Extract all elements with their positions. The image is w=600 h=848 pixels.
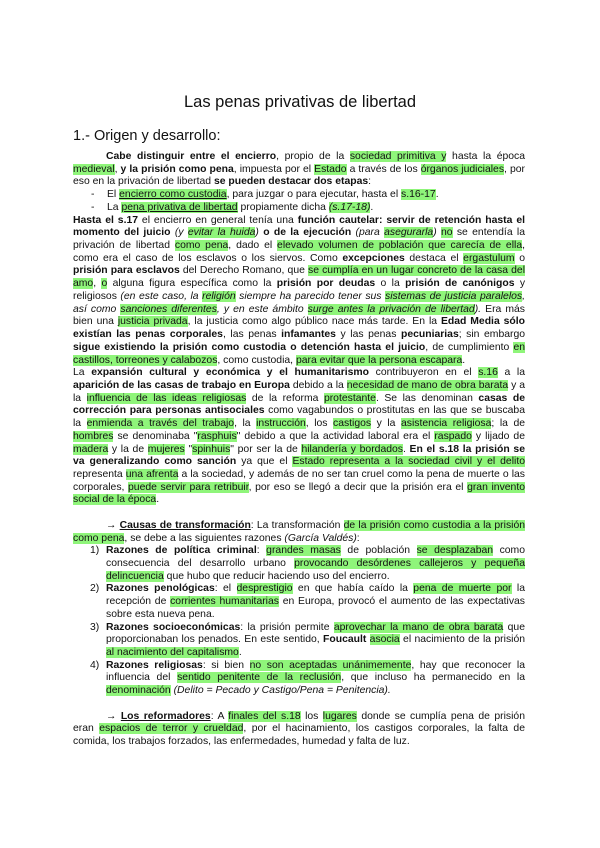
- text-run: y la: [371, 418, 401, 430]
- highlight: se desplazaban: [416, 545, 494, 557]
- highlight: mujeres: [147, 443, 185, 455]
- highlight: asistencia religiosa: [400, 418, 492, 430]
- paragraph-causes: [73, 520, 525, 545]
- text-run: función cautelar: servir de retención hasta el momento del juicio: [73, 214, 525, 239]
- highlight: justicia privada: [117, 316, 188, 328]
- highlight: finales del s.18: [228, 710, 301, 722]
- text-run: , así como: [73, 290, 526, 315]
- text-run: , la: [234, 418, 257, 430]
- highlight: denominación: [106, 685, 171, 697]
- highlight: s.16-17: [401, 189, 436, 201]
- highlight: rasphuis: [197, 430, 237, 442]
- text-run: : el: [214, 583, 237, 595]
- text-run: , hay que reconocer la influencia del: [106, 659, 525, 684]
- text-run: y la de: [108, 443, 148, 455]
- highlight: se cumplía en un lugar concreto de la casa del amo: [73, 265, 526, 290]
- highlight: religión: [202, 290, 236, 302]
- text-run: , de cumplimiento: [425, 341, 514, 353]
- text-run: (en este caso, la: [120, 290, 203, 302]
- text-run: Hasta el s.17: [73, 214, 139, 226]
- text-run: :: [368, 176, 372, 188]
- text-run: en que había caído la: [292, 583, 414, 595]
- section-heading: 1.- Origen y desarrollo:: [73, 128, 221, 144]
- text-run: que proporcionaban los penados. En este sentido,: [106, 621, 525, 646]
- list-number: 2): [90, 583, 100, 595]
- highlight: sentido penitente de la reclusión: [177, 672, 342, 684]
- text-run: el nacimiento de la prisión: [399, 634, 526, 646]
- text-run: a través de los: [346, 163, 421, 175]
- text-run: .: [402, 443, 406, 455]
- highlight: órganos judiciales: [420, 163, 505, 175]
- text-run: , los: [305, 418, 333, 430]
- text-run: ): [255, 227, 264, 239]
- list-item: [73, 189, 525, 202]
- text-run: o de la ejecución: [263, 227, 352, 239]
- highlight: para evitar que la persona escapara: [295, 354, 463, 366]
- text-run: debido a la: [289, 379, 347, 391]
- highlight: grandes masas: [266, 545, 341, 557]
- list-number: 3): [90, 621, 100, 633]
- text-run: ,: [93, 278, 102, 290]
- text-run: ).: [474, 303, 482, 315]
- text-run: :: [356, 532, 360, 544]
- text-run: , por eso se llegó a decir que la prisión era el: [248, 481, 468, 493]
- text-run: alguna figura específica como la: [107, 278, 277, 290]
- highlight: hilandería y bordados: [301, 443, 403, 455]
- text-run: , que incluso ha permanecido en la: [341, 672, 525, 684]
- text-run: : si bien: [202, 659, 250, 671]
- text-run: siempre ha parecido tener sus: [235, 290, 386, 302]
- text-run: : la prisión permite: [240, 621, 334, 633]
- text-run: del Derecho Romano, que: [179, 265, 309, 277]
- highlight: sanciones diferentes: [120, 303, 217, 315]
- list-item: [73, 202, 525, 215]
- highlight: al nacimiento del capitalismo: [106, 647, 239, 658]
- text-run: como vagabundos o prostitutas en las que se buscaba la: [73, 405, 525, 430]
- text-run: y las penas: [335, 329, 401, 341]
- text-run: propiamente dicha: [237, 201, 329, 213]
- text-run: , para juzgar o para ejecutar, hasta el: [226, 189, 402, 201]
- text-run: .: [238, 647, 242, 658]
- text-run: Cabe distinguir entre el encierro: [106, 151, 277, 162]
- text-run: La: [107, 201, 122, 213]
- paragraph-intro: [73, 151, 525, 189]
- highlight: medieval: [73, 163, 115, 175]
- highlight: no son aceptadas unánimemente: [249, 659, 412, 671]
- highlight: influencia de las ideas religiosas: [86, 392, 247, 404]
- text-run: Edad Media sólo existían las penas corporales: [73, 316, 526, 341]
- highlight: Estado representa a la sociedad civil y el delito: [292, 456, 525, 468]
- text-run: la recepción de: [106, 583, 525, 608]
- text-run: aparición de las casas de trabajo en Europa: [73, 379, 290, 391]
- highlight: elevado volumen de población que carecía de ella: [277, 240, 523, 252]
- text-run: La: [73, 367, 92, 379]
- highlight: o: [101, 278, 108, 290]
- highlight: ergastulum: [463, 252, 515, 264]
- text-run: ": [184, 443, 193, 455]
- text-run: Causas de transformación: [119, 519, 251, 531]
- text-run: representa: [73, 468, 126, 480]
- text-run: se denominaba ": [113, 430, 198, 442]
- text-run: .: [370, 201, 374, 213]
- text-run: de población: [340, 545, 417, 557]
- text-run: ; la de: [491, 418, 526, 430]
- highlight: spinhuis: [192, 443, 231, 455]
- text-run: Razones religiosas: [106, 659, 203, 671]
- highlight: sistemas de justicia paralelos: [385, 290, 523, 302]
- text-run: , impuesta por el: [233, 163, 315, 175]
- highlight: desprestigio: [236, 583, 293, 595]
- text-run: y a la: [73, 379, 526, 404]
- text-run: Era más bien una: [73, 303, 526, 328]
- highlight: hombres: [73, 430, 114, 442]
- text-run: excepciones: [342, 252, 405, 264]
- text-run: expansión cultural y económica y el humanitarismo: [91, 367, 370, 379]
- text-run: , por eso en la privación de libertad: [73, 163, 525, 188]
- text-run: donde se cumplía pena de prisión eran: [73, 710, 525, 735]
- text-run: o la: [375, 278, 406, 290]
- highlight: en castillos, torreones y calabozos: [73, 341, 525, 366]
- text-run: contribuyeron en el: [369, 367, 479, 379]
- text-run: en Europa, provocó el aumento de las expectativas sobre esta nueva pena.: [106, 596, 525, 620]
- text-run: los: [300, 710, 323, 722]
- text-run: prisión de canónigos: [405, 278, 515, 290]
- document-body: [73, 151, 525, 749]
- text-run: .: [435, 189, 439, 201]
- text-run: y la prisión como pena: [120, 163, 234, 175]
- highlight: Estado: [314, 163, 347, 175]
- list-item: [73, 545, 525, 583]
- paragraph-s17: [73, 215, 525, 368]
- text-run: Razones de política criminal: [106, 545, 257, 557]
- highlight: puede servir para retribuir: [128, 481, 249, 493]
- paragraph-s16: [73, 367, 525, 507]
- text-run: Los reformadores: [120, 710, 211, 722]
- text-run: ; sin embargo: [458, 329, 526, 341]
- highlight: raspado: [434, 430, 472, 442]
- list-number: 1): [90, 545, 100, 557]
- text-run: como consecuencia del desarrollo urbano: [106, 545, 525, 569]
- highlight: no: [440, 227, 453, 239]
- text-run: (y: [170, 227, 188, 239]
- highlight: pena de muerte por: [413, 583, 512, 595]
- text-run: el encierro en general tenía una: [138, 214, 298, 226]
- text-run: , las penas: [222, 329, 282, 341]
- highlight: una afrenta: [125, 468, 179, 480]
- text-run: infamantes: [281, 329, 336, 341]
- highlight: sociedad primitiva y: [349, 151, 447, 162]
- text-run: , se debe a las siguientes razones: [124, 532, 285, 544]
- highlight: (s.17-18): [328, 201, 371, 213]
- text-run: de la reforma: [246, 392, 324, 404]
- highlight: asocia: [369, 634, 400, 646]
- highlight: de la prisión como custodia a la prisión como pena: [73, 519, 526, 544]
- highlight: corrientes humanitarias: [170, 596, 279, 608]
- highlight: lugares: [322, 710, 357, 722]
- highlight: espacios de terror y crueldad: [99, 723, 244, 735]
- text-run: :: [256, 545, 267, 557]
- text-run: , como era el caso de los esclavos o los siervos. Como: [73, 240, 525, 264]
- text-run: ): [433, 227, 441, 239]
- text-run: Foucault: [323, 634, 367, 646]
- text-run: que hubo que reducir haciendo uso del encierro.: [163, 570, 390, 582]
- highlight: s.16: [478, 367, 498, 379]
- text-run: : La transformación: [250, 519, 344, 531]
- causes-list: [73, 545, 525, 698]
- highlight: enmienda a través del trabajo: [86, 418, 235, 430]
- text-run: : A: [210, 710, 229, 722]
- text-run: Razones socioeconómicas: [106, 621, 241, 633]
- text-run: y lijado de: [471, 430, 525, 442]
- text-run: .: [462, 354, 466, 366]
- text-run: (García Valdés): [284, 532, 357, 544]
- text-run: (Delito = Pecado y Castigo/Pena = Penitencia).: [170, 685, 391, 697]
- highlight: castigos: [333, 418, 372, 430]
- text-run: casas de corrección para personas antisociales: [73, 392, 525, 417]
- highlight: necesidad de mano de obra barata: [346, 379, 509, 391]
- text-run: (para: [351, 227, 385, 239]
- text-run: , por el hacinamiento, los castigos corporales, la falta de comida, los trabajos forzados, las enfermedades, humedad y falta de luz.: [73, 723, 525, 747]
- text-run: hasta la época: [446, 151, 526, 162]
- list-number: 4): [90, 659, 100, 671]
- text-run: , como custodia,: [217, 354, 296, 366]
- text-run: , la justicia como algo público nace más tarde. En la: [187, 316, 441, 328]
- highlight: protestante: [323, 392, 376, 404]
- highlight: como pena: [174, 240, 229, 252]
- highlight: provocando desórdenes callejeros y pequeña delincuencia: [106, 557, 525, 582]
- list-item: [73, 622, 525, 660]
- stages-list: [73, 189, 525, 214]
- text-run: ,: [114, 163, 121, 175]
- highlight: evitar la huida: [187, 227, 256, 239]
- page-title: Las penas privativas de libertad: [183, 93, 417, 111]
- text-run: se pueden destacar dos etapas: [213, 176, 369, 188]
- highlight: instrucción: [256, 418, 306, 430]
- text-run: y religiosos: [73, 278, 526, 302]
- text-run: " por ser la de: [230, 443, 302, 455]
- text-run: se entendía la privación de libertad: [73, 227, 525, 252]
- text-run: Razones penológicas: [106, 583, 215, 595]
- highlight: surge antes la privación de libertad: [307, 303, 475, 315]
- text-run: ya que el: [236, 456, 293, 468]
- list-item: [73, 660, 525, 698]
- highlight: madera: [73, 443, 109, 455]
- arrow-icon: →: [106, 519, 120, 531]
- text-run: sigue existiendo la prisión como custodia o detención hasta el juicio: [73, 341, 426, 353]
- text-run: .: [156, 494, 160, 506]
- text-run: " debido a que la actividad laboral era el: [236, 430, 435, 442]
- list-item: [73, 583, 525, 621]
- text-run: pecuniarias: [400, 329, 459, 341]
- text-run: , y en este ámbito: [216, 303, 308, 315]
- text-run: a la sociedad, y además de no ser tan cruel como la pena de muerte o las corporales,: [73, 468, 526, 493]
- highlight: aprovechar la mano de obra barata: [333, 621, 504, 633]
- text-run: . Se las denominan: [375, 392, 479, 404]
- text-run: prisión para esclavos: [73, 265, 180, 277]
- highlight: asegurarla: [384, 227, 434, 239]
- text-run: destaca el: [404, 252, 464, 264]
- text-run: o: [514, 252, 525, 264]
- text-run: prisión por deudas: [276, 278, 376, 290]
- highlight: gran invento social de la época: [73, 481, 525, 506]
- text-run: a la: [497, 367, 526, 379]
- text-run: , dado el: [228, 240, 278, 252]
- highlight: encierro como custodia: [119, 189, 227, 201]
- text-run: El: [107, 189, 120, 201]
- text-run: , propio de la: [276, 151, 350, 162]
- text-run: En el s.18 la prisión se va generalizando como sanción: [73, 443, 525, 468]
- arrow-icon: →: [106, 710, 121, 722]
- highlight: pena privativa de libertad: [121, 201, 238, 213]
- paragraph-reformers: [73, 711, 525, 749]
